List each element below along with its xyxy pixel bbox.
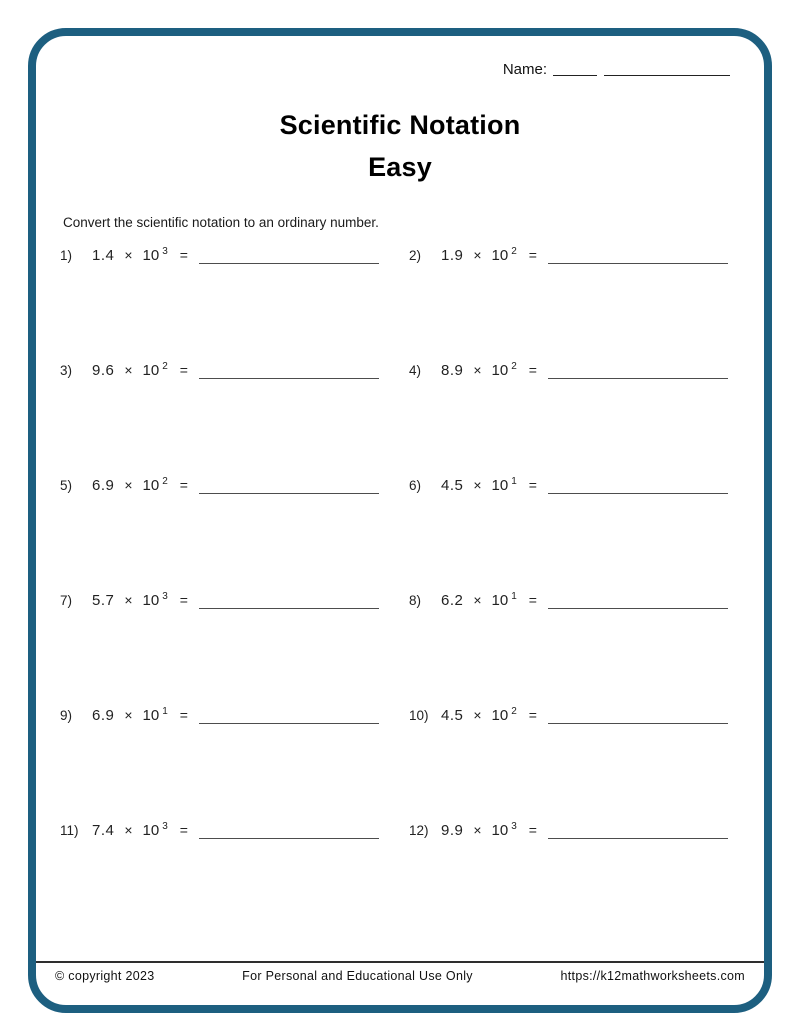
multiplication-sign: × — [124, 707, 133, 723]
exponent-value: 1 — [511, 476, 517, 487]
problem-item — [60, 707, 379, 822]
equals-sign: = — [179, 707, 188, 723]
footer-site-link[interactable]: https://k12mathworksheets.com — [560, 969, 745, 983]
equals-sign: = — [528, 247, 537, 263]
footer-usage: For Personal and Educational Use Only — [242, 969, 473, 983]
problem-number: 1) — [60, 248, 73, 263]
equals-sign: = — [528, 362, 537, 378]
base-ten: 10 — [491, 362, 509, 379]
equals-sign: = — [528, 822, 537, 838]
coefficient-value: 6.9 — [92, 477, 115, 494]
instruction-text: Convert the scientific notation to an ordinary number. — [63, 215, 379, 230]
coefficient-value: 8.9 — [441, 362, 464, 379]
base-ten: 10 — [142, 362, 160, 379]
multiplication-sign: × — [473, 707, 482, 723]
problem-item — [60, 477, 379, 592]
coefficient-value: 4.5 — [441, 477, 464, 494]
problem-number: 9) — [60, 708, 73, 723]
base-ten: 10 — [491, 592, 509, 609]
problem-item — [409, 822, 728, 937]
coefficient-value: 9.6 — [92, 362, 115, 379]
base-ten: 10 — [142, 822, 160, 839]
answer-blank-line — [548, 838, 728, 839]
base-ten: 10 — [491, 247, 509, 264]
footer-copyright: © copyright 2023 — [55, 969, 155, 983]
worksheet-title — [0, 104, 800, 188]
problem-item — [60, 247, 379, 362]
multiplication-sign: × — [473, 822, 482, 838]
answer-blank-line — [199, 493, 379, 494]
base-ten: 10 — [142, 707, 160, 724]
coefficient-value: 6.2 — [441, 592, 464, 609]
problem-number: 10) — [409, 708, 429, 723]
exponent-value: 3 — [162, 246, 168, 257]
coefficient-value: 6.9 — [92, 707, 115, 724]
problem-number: 2) — [409, 248, 422, 263]
coefficient-value: 1.4 — [92, 247, 115, 264]
answer-blank-line — [548, 378, 728, 379]
multiplication-sign: × — [473, 247, 482, 263]
base-ten: 10 — [142, 477, 160, 494]
problem-item — [409, 247, 728, 362]
base-ten: 10 — [142, 592, 160, 609]
multiplication-sign: × — [473, 592, 482, 608]
problem-number: 4) — [409, 363, 422, 378]
multiplication-sign: × — [473, 477, 482, 493]
multiplication-sign: × — [124, 592, 133, 608]
problem-number: 8) — [409, 593, 422, 608]
equals-sign: = — [179, 822, 188, 838]
title-line-2: Easy — [368, 152, 432, 182]
problem-number: 3) — [60, 363, 73, 378]
problem-item — [60, 822, 379, 937]
exponent-value: 3 — [162, 591, 168, 602]
base-ten: 10 — [491, 822, 509, 839]
coefficient-value: 5.7 — [92, 592, 115, 609]
exponent-value: 2 — [511, 246, 517, 257]
problem-number: 12) — [409, 823, 429, 838]
problem-number: 7) — [60, 593, 73, 608]
multiplication-sign: × — [473, 362, 482, 378]
exponent-value: 3 — [162, 821, 168, 832]
name-blank-line — [604, 75, 730, 76]
problem-number: 11) — [60, 823, 79, 838]
problems-grid — [60, 247, 728, 937]
equals-sign: = — [179, 247, 188, 263]
answer-blank-line — [199, 608, 379, 609]
exponent-value: 2 — [511, 706, 517, 717]
answer-blank-line — [548, 263, 728, 264]
answer-blank-line — [199, 263, 379, 264]
exponent-value: 2 — [511, 361, 517, 372]
problem-item — [409, 592, 728, 707]
base-ten: 10 — [491, 477, 509, 494]
coefficient-value: 9.9 — [441, 822, 464, 839]
footer-divider — [36, 961, 764, 963]
coefficient-value: 1.9 — [441, 247, 464, 264]
equals-sign: = — [528, 477, 537, 493]
answer-blank-line — [199, 378, 379, 379]
name-label: Name: — [502, 61, 547, 78]
base-ten: 10 — [142, 247, 160, 264]
problem-number: 5) — [60, 478, 73, 493]
answer-blank-line — [548, 608, 728, 609]
exponent-value: 2 — [162, 361, 168, 372]
problem-item — [60, 592, 379, 707]
answer-blank-line — [199, 723, 379, 724]
exponent-value: 2 — [162, 476, 168, 487]
problem-item — [60, 362, 379, 477]
coefficient-value: 4.5 — [441, 707, 464, 724]
multiplication-sign: × — [124, 247, 133, 263]
name-blank-line — [553, 75, 597, 76]
answer-blank-line — [199, 838, 379, 839]
coefficient-value: 7.4 — [92, 822, 115, 839]
equals-sign: = — [179, 362, 188, 378]
equals-sign: = — [528, 707, 537, 723]
problem-item — [409, 362, 728, 477]
footer — [55, 969, 745, 983]
answer-blank-line — [548, 723, 728, 724]
exponent-value: 1 — [511, 591, 517, 602]
equals-sign: = — [179, 477, 188, 493]
multiplication-sign: × — [124, 477, 133, 493]
problem-number: 6) — [409, 478, 422, 493]
name-field — [503, 61, 730, 78]
equals-sign: = — [528, 592, 537, 608]
answer-blank-line — [548, 493, 728, 494]
multiplication-sign: × — [124, 362, 133, 378]
exponent-value: 1 — [162, 706, 168, 717]
base-ten: 10 — [491, 707, 509, 724]
equals-sign: = — [179, 592, 188, 608]
exponent-value: 3 — [511, 821, 517, 832]
problem-item — [409, 477, 728, 592]
multiplication-sign: × — [124, 822, 133, 838]
title-line-1: Scientific Notation — [279, 110, 521, 140]
problem-item — [409, 707, 728, 822]
